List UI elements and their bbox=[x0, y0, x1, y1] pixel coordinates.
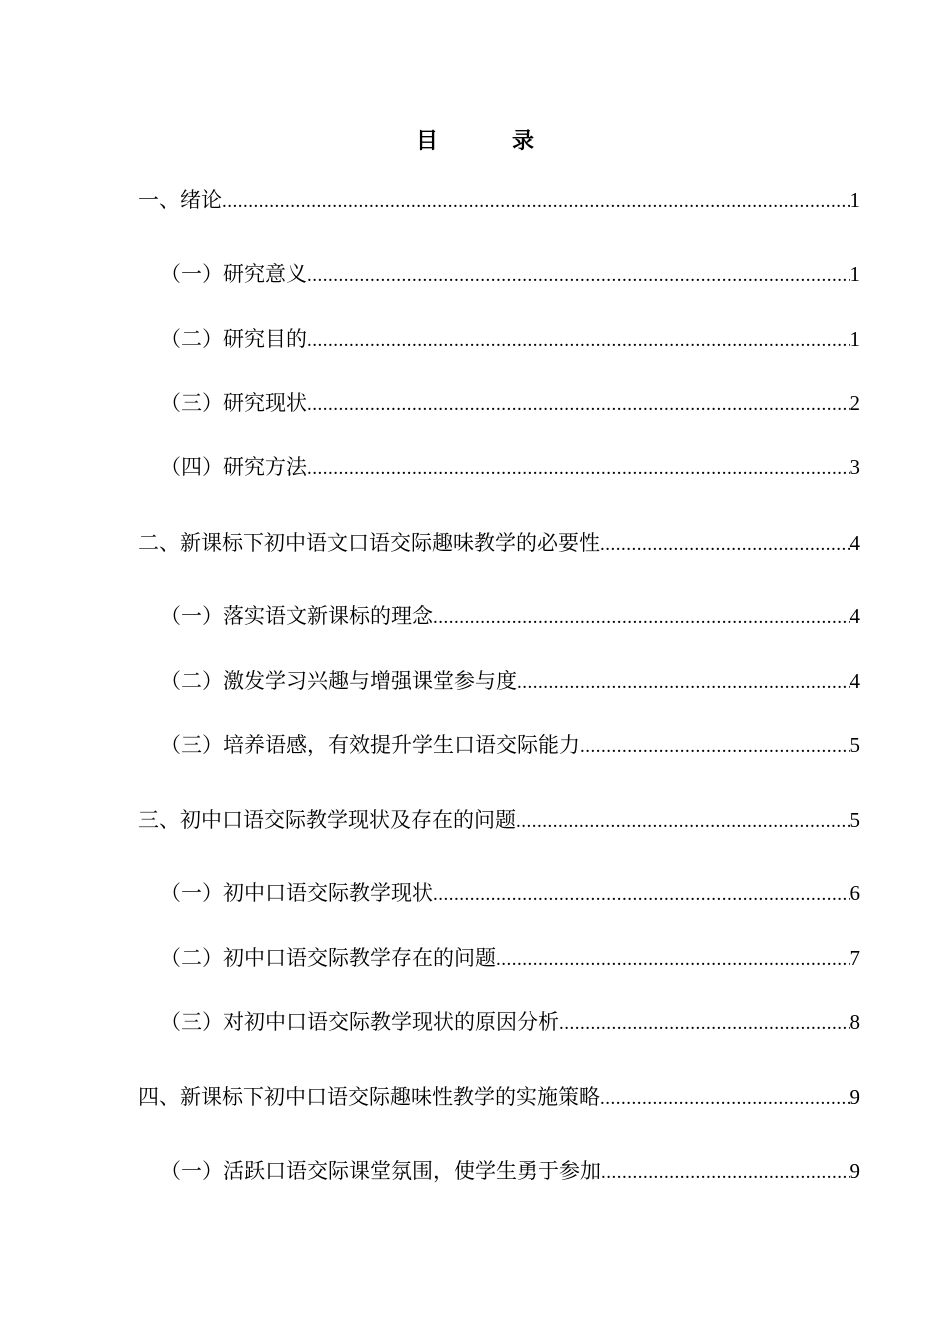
dot-leader bbox=[517, 669, 850, 697]
dot-leader bbox=[601, 1159, 850, 1187]
toc-page-number: 5 bbox=[849, 808, 860, 832]
toc-entry-section-1-4[interactable] bbox=[160, 453, 860, 483]
toc-page-number: 2 bbox=[849, 391, 860, 415]
dot-leader bbox=[559, 1010, 850, 1038]
toc-page-number: 1 bbox=[849, 188, 860, 212]
toc-entry-label: （三）培养语感，有效提升学生口语交际能力 bbox=[160, 733, 580, 757]
toc-entry-chapter-2[interactable] bbox=[138, 529, 860, 559]
toc-entry-section-1-1[interactable] bbox=[160, 260, 860, 290]
toc-page-number: 4 bbox=[849, 604, 860, 628]
toc-entry-chapter-3[interactable] bbox=[138, 806, 860, 836]
toc-page-number: 9 bbox=[849, 1159, 860, 1183]
dot-leader bbox=[307, 327, 850, 355]
toc-entry-label: （一）落实语文新课标的理念 bbox=[160, 604, 433, 628]
dot-leader bbox=[307, 262, 850, 290]
toc-entry-section-2-2[interactable] bbox=[160, 667, 860, 697]
toc-entry-label: （一）活跃口语交际课堂氛围，使学生勇于参加 bbox=[160, 1159, 601, 1183]
toc-page-number: 4 bbox=[849, 531, 860, 555]
dot-leader bbox=[433, 881, 850, 909]
toc-entry-label: 一、绪论 bbox=[138, 188, 222, 212]
toc-page-number: 7 bbox=[849, 946, 860, 970]
toc-page-number: 6 bbox=[849, 881, 860, 905]
toc-entry-label: （二）初中口语交际教学存在的问题 bbox=[160, 946, 496, 970]
toc-page-number: 3 bbox=[849, 455, 860, 479]
toc-page-number: 1 bbox=[849, 327, 860, 351]
toc-entry-label: 四、新课标下初中口语交际趣味性教学的实施策略 bbox=[138, 1085, 600, 1109]
toc-entry-section-2-3[interactable] bbox=[160, 731, 860, 761]
toc-page-number: 9 bbox=[849, 1085, 860, 1109]
toc-entry-label: （一）初中口语交际教学现状 bbox=[160, 881, 433, 905]
toc-entry-label: （二）研究目的 bbox=[160, 327, 307, 351]
toc-entry-label: （三）研究现状 bbox=[160, 391, 307, 415]
dot-leader bbox=[307, 455, 850, 483]
toc-entry-label: 三、初中口语交际教学现状及存在的问题 bbox=[138, 808, 516, 832]
toc-page-number: 5 bbox=[849, 733, 860, 757]
toc-page-number: 8 bbox=[849, 1010, 860, 1034]
toc-entry-label: 二、新课标下初中语文口语交际趣味教学的必要性 bbox=[138, 531, 600, 555]
dot-leader bbox=[600, 531, 850, 559]
dot-leader bbox=[433, 604, 850, 632]
toc-entry-section-4-1[interactable] bbox=[160, 1157, 860, 1187]
toc-entry-section-2-1[interactable] bbox=[160, 602, 860, 632]
toc-entry-chapter-4[interactable] bbox=[138, 1083, 860, 1113]
toc-entry-section-1-3[interactable] bbox=[160, 389, 860, 419]
toc-entry-label: （三）对初中口语交际教学现状的原因分析 bbox=[160, 1010, 559, 1034]
dot-leader bbox=[496, 946, 850, 974]
toc-entry-label: （二）激发学习兴趣与增强课堂参与度 bbox=[160, 669, 517, 693]
dot-leader bbox=[307, 391, 850, 419]
dot-leader bbox=[222, 188, 850, 216]
toc-entry-chapter-1[interactable] bbox=[138, 186, 860, 216]
toc-entry-section-1-2[interactable] bbox=[160, 325, 860, 355]
toc-page-number: 1 bbox=[849, 262, 860, 286]
toc-entry-label: （四）研究方法 bbox=[160, 455, 307, 479]
toc-entry-label: （一）研究意义 bbox=[160, 262, 307, 286]
toc-entry-section-3-1[interactable] bbox=[160, 879, 860, 909]
dot-leader bbox=[600, 1085, 850, 1113]
dot-leader bbox=[516, 808, 850, 836]
dot-leader bbox=[580, 733, 850, 761]
toc-entry-section-3-3[interactable] bbox=[160, 1008, 860, 1038]
toc-page-number: 4 bbox=[849, 669, 860, 693]
toc-entry-section-3-2[interactable] bbox=[160, 944, 860, 974]
toc-title: 目 录 bbox=[415, 129, 560, 154]
